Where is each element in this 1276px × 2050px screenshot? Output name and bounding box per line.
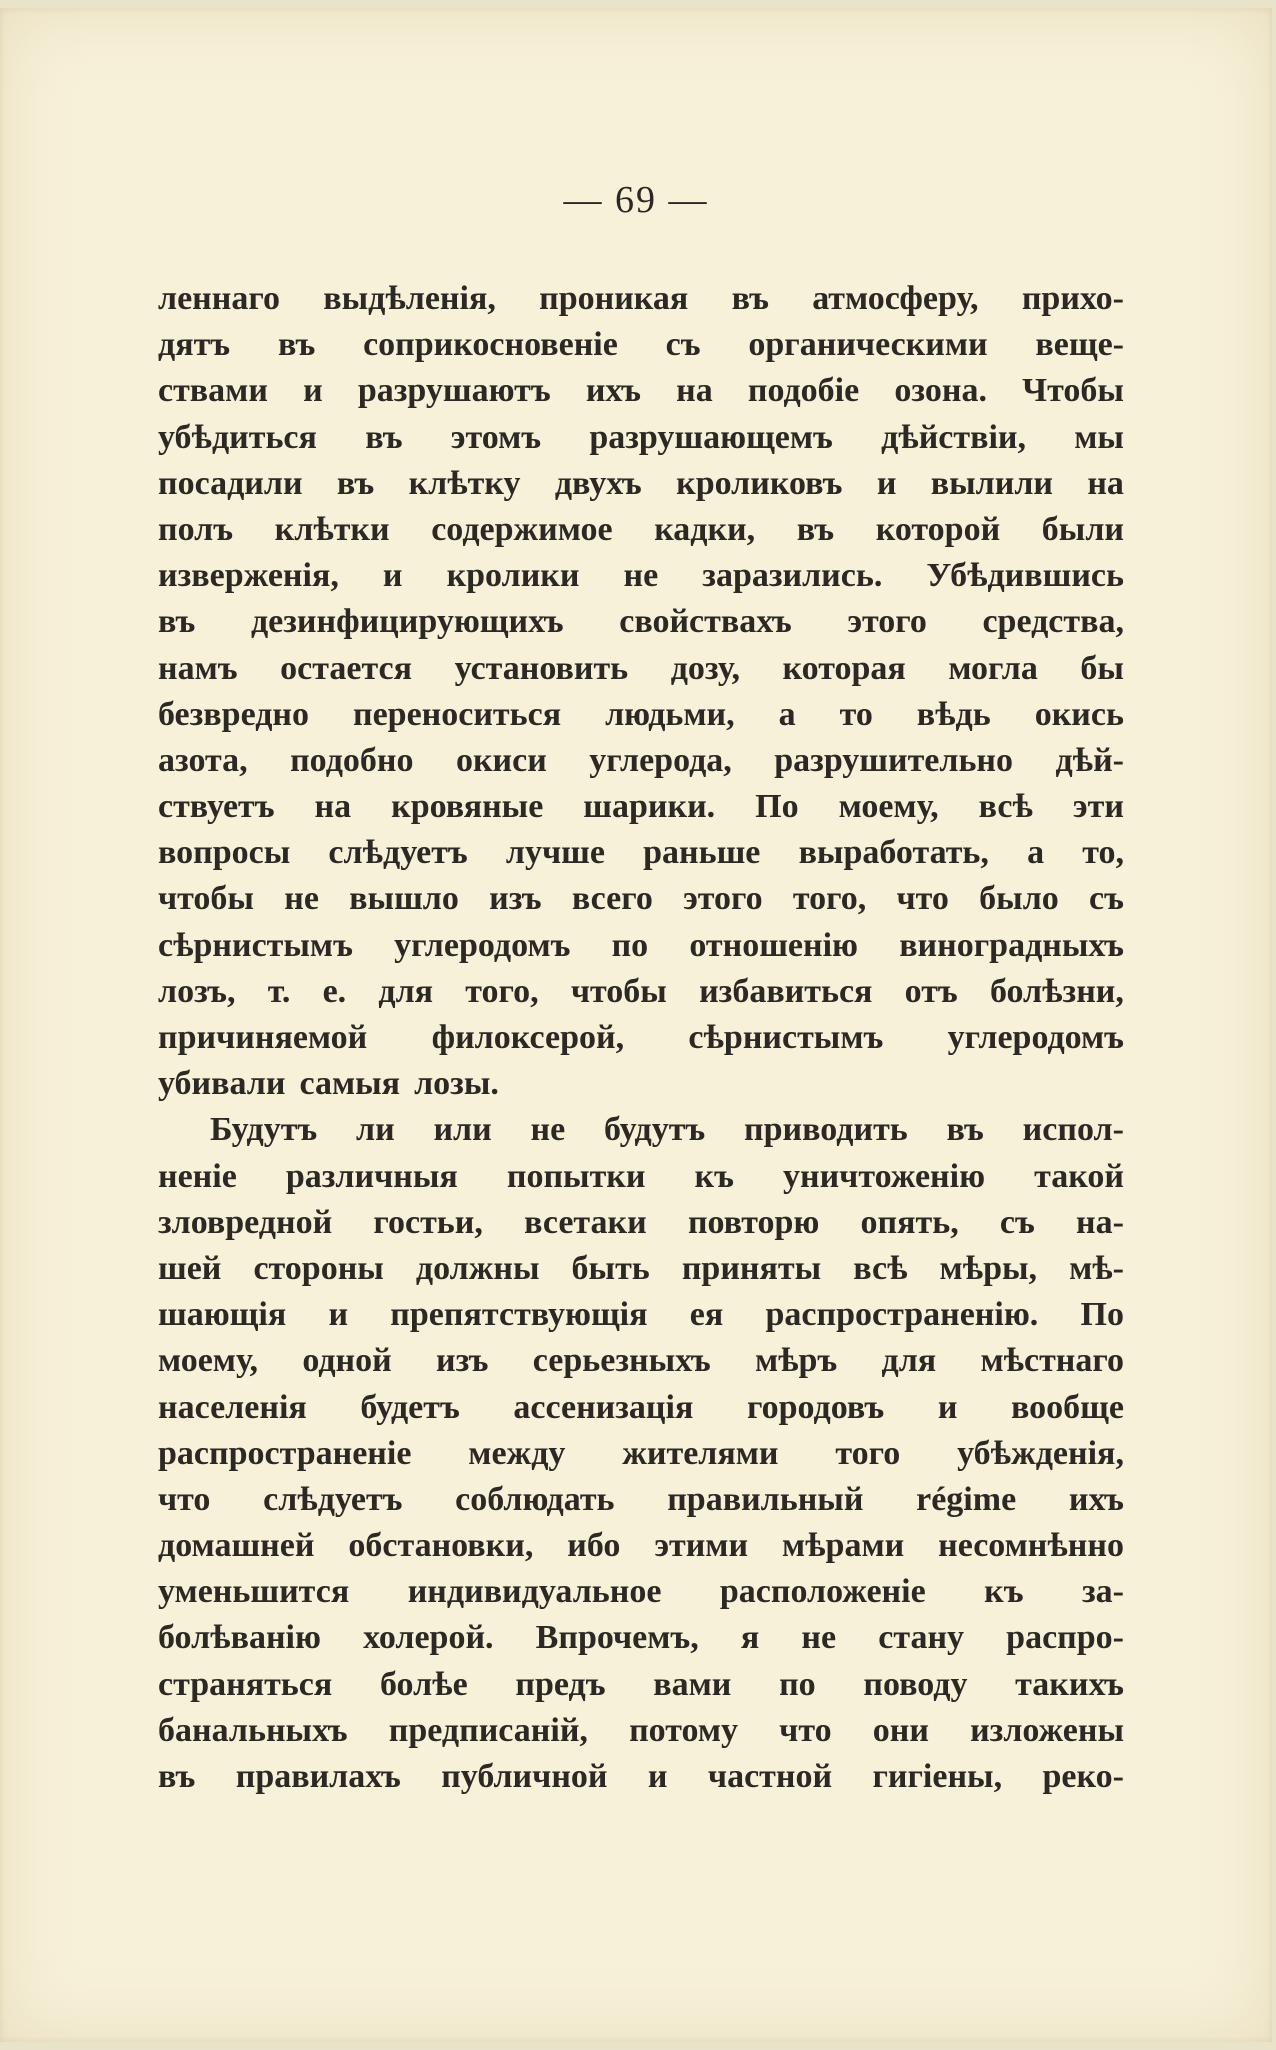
text-line (158, 1477, 1124, 1523)
word: болѣванію (158, 1619, 321, 1657)
word: за- (1081, 1573, 1124, 1611)
text-line (158, 1107, 1124, 1153)
word: разрушительно (774, 741, 1014, 779)
word: въ (796, 510, 835, 548)
text-line (158, 507, 1124, 553)
word: ея (689, 1296, 724, 1334)
word: одной (302, 1342, 392, 1380)
word: было (979, 880, 1059, 918)
word: вами (653, 1665, 732, 1703)
word: въ (365, 418, 403, 456)
text-line (158, 368, 1124, 414)
word: реко- (1042, 1758, 1124, 1795)
word: то, (1082, 834, 1124, 872)
text-line (158, 599, 1124, 645)
word: на- (1076, 1203, 1124, 1241)
word: болѣзни, (989, 972, 1124, 1010)
word: болѣе (379, 1665, 468, 1703)
word: не (284, 880, 319, 918)
word: эти (1072, 788, 1124, 826)
word: въ (336, 464, 375, 502)
text-line (158, 1662, 1124, 1708)
word: дятъ (158, 326, 231, 364)
word: разрушающемъ (589, 418, 833, 456)
word: мѣръ (754, 1342, 838, 1380)
word: переноситься (352, 695, 562, 733)
word: атмосферу, (812, 280, 979, 317)
word: дозу, (670, 649, 740, 687)
word: соприкосновеніе (363, 326, 618, 364)
word: посадили (158, 464, 303, 502)
word: убѣдиться (158, 418, 317, 456)
word: мѣстнаго (980, 1342, 1124, 1380)
text-line (158, 276, 1124, 322)
word: чтобы (570, 972, 667, 1010)
word: сѣрнистымъ (158, 926, 353, 964)
word: кролики (446, 557, 580, 595)
word: По (1080, 1296, 1124, 1334)
text-line (158, 415, 1124, 461)
word: шарики. (583, 788, 716, 826)
word: мы (1074, 418, 1124, 456)
word: подобіе (747, 372, 860, 410)
text-line (158, 784, 1124, 830)
word: повторю (687, 1203, 820, 1241)
word: будетъ (360, 1388, 460, 1426)
word: изложены (970, 1711, 1124, 1749)
word: гигіены, (872, 1758, 1003, 1795)
word: средства, (982, 603, 1124, 641)
word: различныя (285, 1157, 458, 1195)
word: безвредно (158, 695, 310, 733)
text-line (158, 1523, 1124, 1569)
word: и (647, 1758, 668, 1795)
word: того (835, 1434, 901, 1472)
text-line (158, 1246, 1124, 1292)
word: виноградныхъ (899, 926, 1124, 964)
word: такой (1034, 1157, 1124, 1195)
word: изъ (489, 880, 542, 918)
word: соблюдать (455, 1480, 615, 1518)
word: убѣжденія, (957, 1434, 1124, 1472)
word: этомъ (450, 418, 542, 456)
word: прихо- (1021, 280, 1124, 317)
word: будутъ (603, 1111, 706, 1149)
word: е. (322, 972, 347, 1010)
word: которой (875, 510, 1001, 548)
text-line (158, 738, 1124, 784)
word: Убѣдившись (926, 557, 1124, 595)
word: чтобы (158, 880, 254, 918)
word: неніе (158, 1157, 237, 1195)
word: и (328, 1296, 349, 1334)
word: стану (878, 1619, 965, 1657)
word: клѣтки (274, 510, 390, 548)
word: того, (792, 880, 867, 918)
word: ствуетъ (158, 788, 275, 826)
word: зловредной (158, 1203, 333, 1241)
word: съ (665, 326, 701, 364)
word: уменьшится (158, 1573, 350, 1611)
text-line (158, 1431, 1124, 1477)
book-page (0, 8, 1272, 2042)
text-line (158, 969, 1124, 1015)
word: правилахъ (235, 1758, 401, 1795)
word: разрушаютъ (357, 372, 551, 410)
word: предъ (515, 1665, 606, 1703)
word: углеродомъ (394, 926, 571, 964)
word: на (676, 372, 713, 410)
word: выработать, (798, 834, 989, 872)
text-line (158, 1385, 1124, 1431)
word: дѣйствіи, (881, 418, 1026, 456)
text-line (158, 923, 1124, 969)
word: не (801, 1619, 837, 1657)
word: régime (916, 1480, 1017, 1518)
word: быть (571, 1249, 650, 1287)
word: полъ (158, 510, 234, 548)
word: всетаки (524, 1203, 647, 1241)
word: моему, (158, 1342, 259, 1380)
word: веще- (1035, 326, 1124, 364)
word: раньше (643, 834, 761, 872)
word: филоксерой, (431, 1019, 625, 1056)
word: между (468, 1434, 566, 1472)
word: содержимое (431, 510, 613, 548)
word: въ (158, 603, 196, 641)
word: ли (356, 1111, 395, 1149)
word: и (876, 464, 897, 502)
word: всѣ (978, 788, 1033, 826)
word: городовъ (746, 1388, 885, 1426)
word: углеродомъ (947, 1019, 1124, 1056)
text-line (158, 1569, 1124, 1615)
word: органическими (748, 326, 988, 364)
word: не (623, 557, 659, 595)
word: двухъ (554, 464, 642, 502)
word: къ (984, 1573, 1024, 1611)
text-line (158, 553, 1124, 599)
word: всѣ (853, 1249, 908, 1287)
word: для (881, 1342, 937, 1380)
word: банальныхъ (158, 1711, 348, 1749)
word: холерой. (363, 1619, 494, 1657)
word: убивали (158, 1065, 286, 1103)
word: индивидуальное (407, 1573, 662, 1611)
word: азота, (158, 741, 248, 779)
word: Будутъ (210, 1111, 318, 1149)
word: вѣдь (916, 695, 991, 733)
word: по (779, 1665, 816, 1703)
word: и (382, 557, 403, 595)
text-line (158, 646, 1124, 692)
word: выдѣленія, (323, 280, 496, 317)
text-line (158, 1292, 1124, 1338)
word: По (755, 788, 799, 826)
word: съ (999, 1203, 1035, 1241)
page-number: — 69 — (563, 179, 709, 221)
word: что (779, 1711, 832, 1749)
text-line (158, 692, 1124, 738)
word: Чтобы (1022, 372, 1124, 410)
word: на (1087, 464, 1124, 502)
word: къ (694, 1157, 734, 1195)
word: попытки (506, 1157, 646, 1195)
text-line (158, 1154, 1124, 1200)
word: распространеніе (158, 1434, 412, 1472)
word: жителями (622, 1434, 779, 1472)
word: самыя (299, 1065, 401, 1103)
word: мѣрами (781, 1527, 905, 1565)
text-line (158, 830, 1124, 876)
word: шей (158, 1249, 222, 1287)
word: свойствахъ (619, 603, 792, 641)
word: то (839, 695, 873, 733)
word: частной (707, 1758, 833, 1795)
word: въ (158, 1758, 196, 1795)
word: на (314, 788, 352, 826)
word: ибо (567, 1527, 621, 1565)
word: окись (1034, 695, 1124, 733)
word: которая (782, 649, 906, 687)
word: а (1027, 834, 1045, 872)
word: кроликовъ (676, 464, 843, 502)
word: леннаго (158, 280, 280, 317)
word: серьезныхъ (532, 1342, 711, 1380)
word: могла (948, 649, 1038, 687)
word: опять, (860, 1203, 959, 1241)
word: публичной (441, 1758, 608, 1795)
text-line (158, 1061, 1124, 1107)
word: въ (731, 280, 769, 317)
word: въ (277, 326, 316, 364)
word: уничтоженію (782, 1157, 986, 1195)
word: слѣдуетъ (328, 834, 468, 872)
word: потому (629, 1711, 738, 1749)
word: въ (946, 1111, 984, 1149)
word: распространенію. (765, 1296, 1039, 1334)
word: заразились. (702, 557, 883, 595)
word: лозъ, (158, 972, 236, 1010)
word: клѣтку (408, 464, 521, 502)
word: лучше (505, 834, 605, 872)
word: углерода, (589, 741, 732, 779)
word: такихъ (1015, 1665, 1124, 1703)
word: расположеніе (719, 1573, 926, 1611)
word: вылили (930, 464, 1053, 502)
word: сѣрнистымъ (688, 1019, 884, 1056)
word: домашней (158, 1527, 315, 1565)
word: отъ (904, 972, 958, 1010)
word: приводить (744, 1111, 908, 1149)
word: вышло (349, 880, 459, 918)
word: дезинфицирующихъ (250, 603, 564, 641)
word: гостьи, (373, 1203, 483, 1241)
text-line (158, 322, 1124, 368)
word: или (433, 1111, 492, 1149)
text-line (158, 1615, 1124, 1661)
word: бы (1080, 649, 1124, 687)
word: остается (280, 649, 413, 687)
word: кадки, (654, 510, 756, 548)
word: предписаній, (388, 1711, 588, 1749)
word: съ (1089, 880, 1124, 918)
word: и (937, 1388, 958, 1426)
word: людьми, (605, 695, 735, 733)
word: подобно (290, 741, 414, 779)
word: изверженія, (158, 557, 339, 595)
word: мѣры, (939, 1249, 1038, 1287)
text-line (158, 1754, 1124, 1800)
word: озона. (894, 372, 987, 410)
word: ихъ (1068, 1480, 1124, 1518)
word: были (1041, 510, 1124, 548)
word: кровяные (391, 788, 544, 826)
word: испол- (1022, 1111, 1124, 1149)
word: вопросы (158, 834, 291, 872)
text-line (158, 1708, 1124, 1754)
text-line (158, 1015, 1124, 1061)
word: того, (465, 972, 539, 1010)
word: шающія (158, 1296, 287, 1334)
word: изъ (436, 1342, 489, 1380)
word: приняты (681, 1249, 822, 1287)
word: должны (415, 1249, 540, 1287)
word: отношенію (689, 926, 859, 964)
word: вообще (1011, 1388, 1124, 1426)
word: обстановки, (348, 1527, 534, 1565)
word: правильный (667, 1480, 864, 1518)
word: а (778, 695, 796, 733)
word: этого (847, 603, 927, 641)
word: что (158, 1480, 211, 1518)
word: проникая (539, 280, 689, 317)
word: они (872, 1711, 929, 1749)
word: лозы. (414, 1065, 499, 1103)
text-line (158, 1200, 1124, 1246)
word: стороны (253, 1249, 384, 1287)
word: этими (654, 1527, 749, 1565)
word: т. (267, 972, 291, 1010)
word: по (611, 926, 649, 964)
word: моему, (838, 788, 939, 826)
word: страняться (158, 1665, 333, 1703)
word: дѣй- (1055, 741, 1124, 779)
word: слѣдуетъ (263, 1480, 403, 1518)
word: несомнѣнно (938, 1527, 1124, 1565)
word: мѣ- (1069, 1249, 1124, 1287)
word: всего (571, 880, 653, 918)
word: не (530, 1111, 566, 1149)
word: распро- (1006, 1619, 1124, 1657)
word: ихъ (585, 372, 641, 410)
body-text (158, 276, 1124, 1800)
word: намъ (158, 649, 238, 687)
text-line (158, 461, 1124, 507)
word: я (740, 1619, 760, 1657)
text-line (158, 1338, 1124, 1384)
word: окиси (455, 741, 547, 779)
word: для (378, 972, 434, 1010)
word: этого (683, 880, 763, 918)
word: и (303, 372, 323, 410)
word: поводу (863, 1665, 968, 1703)
word: Впрочемъ, (535, 1619, 699, 1657)
word: установить (454, 649, 629, 687)
word: что (896, 880, 949, 918)
word: избавиться (699, 972, 873, 1010)
word: ассенизація (513, 1388, 694, 1426)
word: препятствующія (390, 1296, 648, 1334)
text-line (158, 876, 1124, 922)
word: причиняемой (158, 1019, 368, 1056)
word: ствами (158, 372, 268, 410)
word: населенія (158, 1388, 307, 1426)
